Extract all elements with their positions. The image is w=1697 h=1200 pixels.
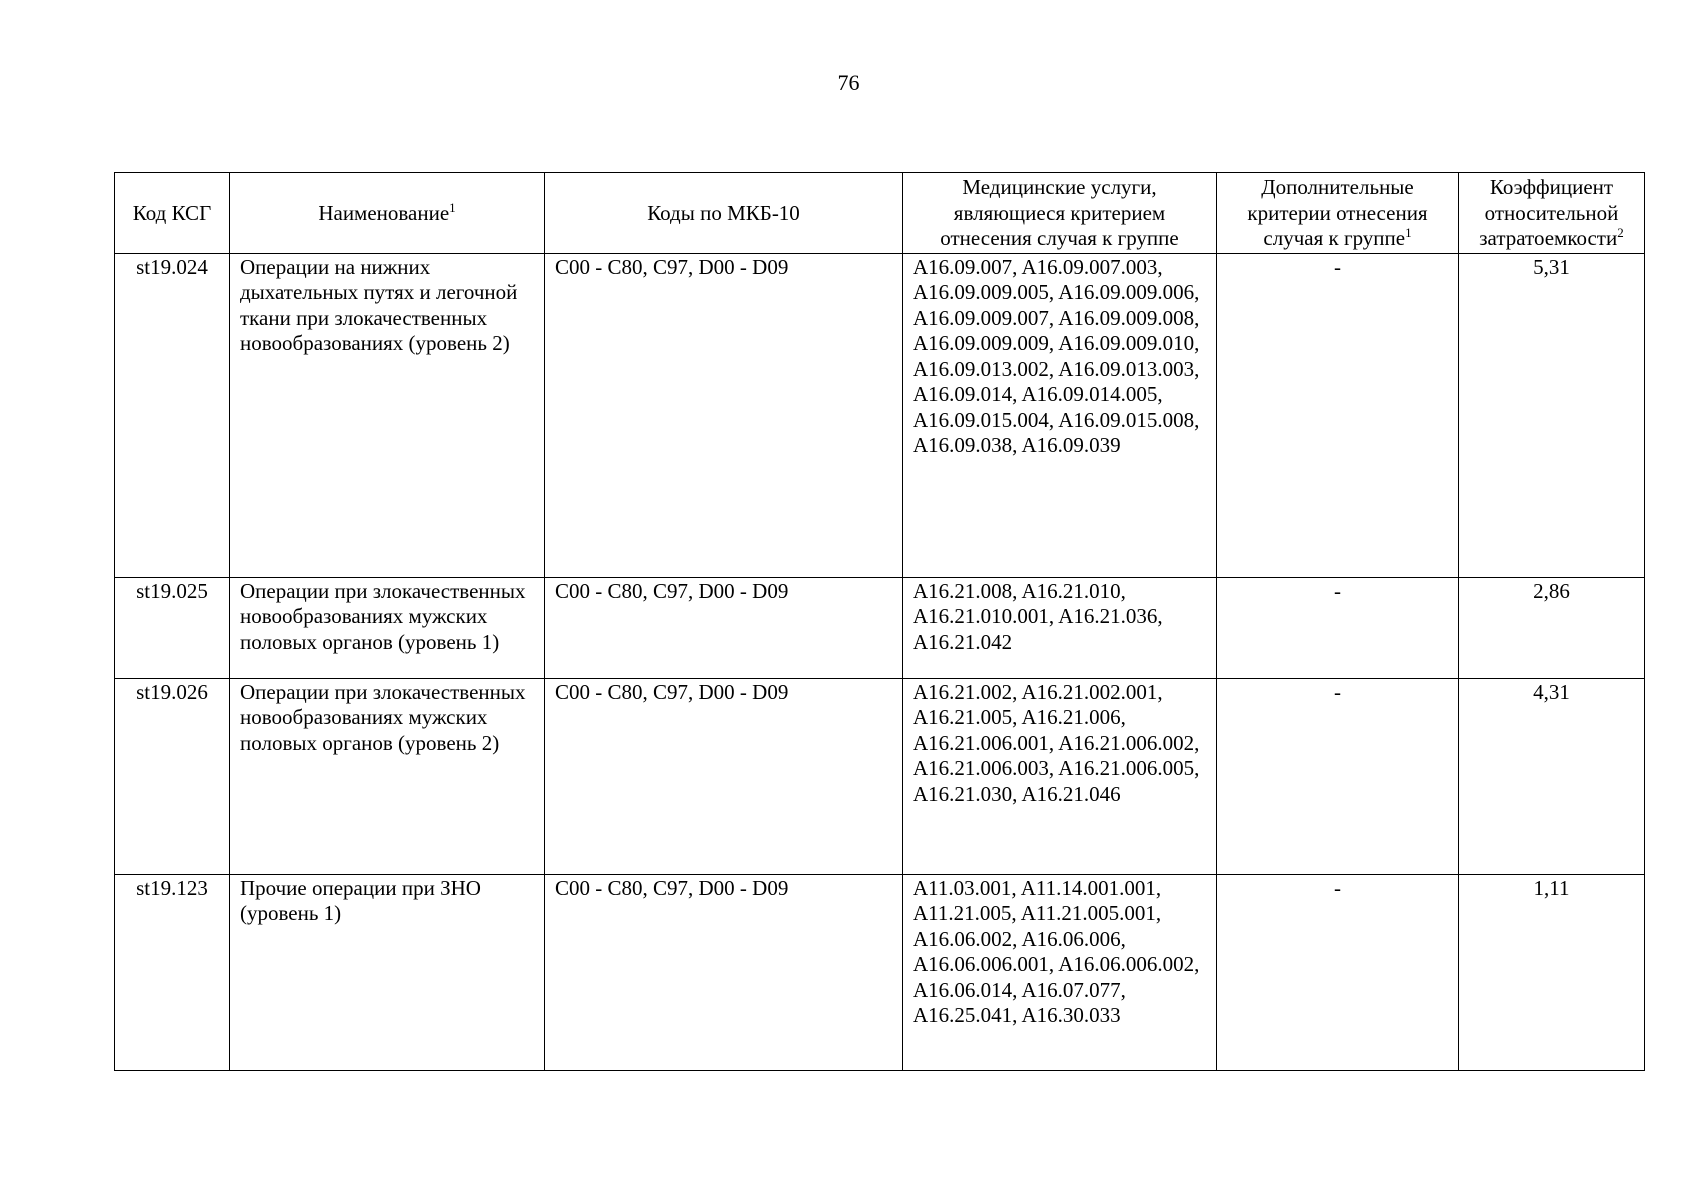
header-code: Код КСГ [115, 173, 230, 254]
header-services: Медицинские услуги, являющиеся критерием отнесения случая к группе [903, 173, 1217, 254]
header-row [115, 173, 1645, 254]
cell-icd: C00 - C80, C97, D00 - D09 [545, 678, 903, 874]
cell-name: Операции при злокачественных новообразованиях мужских половых органов (уровень 2) [230, 678, 545, 874]
cell-icd: C00 - C80, C97, D00 - D09 [545, 577, 903, 678]
cell-coef: 4,31 [1459, 678, 1645, 874]
header-icd: Коды по МКБ-10 [545, 173, 903, 254]
cell-services: A16.09.007, A16.09.007.003, A16.09.009.005, A16.09.009.006, A16.09.009.007, A16.09.009.008, A16.09.009.009, A16.09.009.010, A16.09.013.002, A16.09.013.003, A16.09.014, A16.09.014.005, A16.09.015.004, A16.09.015.008, A16.09.038, A16.09.039 [903, 253, 1217, 577]
cell-extra: - [1217, 678, 1459, 874]
cell-services: A11.03.001, A11.14.001.001, A11.21.005, A11.21.005.001, A16.06.002, A16.06.006, A16.06.006.001, A16.06.006.002, A16.06.014, A16.07.077, A16.25.041, A16.30.033 [903, 874, 1217, 1070]
cell-extra: - [1217, 253, 1459, 577]
cell-extra: - [1217, 874, 1459, 1070]
cell-extra: - [1217, 577, 1459, 678]
cell-icd: C00 - C80, C97, D00 - D09 [545, 253, 903, 577]
table-row [115, 874, 1645, 1070]
table-row [115, 678, 1645, 874]
cell-services: A16.21.008, A16.21.010, A16.21.010.001, A16.21.036, A16.21.042 [903, 577, 1217, 678]
header-name: Наименование$^1$ [230, 173, 545, 254]
footnote-mark: 1 [1405, 225, 1412, 240]
cell-code: st19.026 [115, 678, 230, 874]
footnote-mark: 1 [449, 199, 456, 215]
cell-name: Операции на нижних дыхательных путях и легочной ткани при злокачественных новообразованиях (уровень 2) [230, 253, 545, 577]
cell-coef: 5,31 [1459, 253, 1645, 577]
cell-icd: C00 - C80, C97, D00 - D09 [545, 874, 903, 1070]
ksg-table [114, 172, 1645, 1071]
cell-code: st19.123 [115, 874, 230, 1070]
cell-coef: 1,11 [1459, 874, 1645, 1070]
table-body [115, 253, 1645, 1070]
table-header [115, 173, 1645, 254]
footnote-mark: 2 [1617, 225, 1624, 240]
cell-name: Прочие операции при ЗНО (уровень 1) [230, 874, 545, 1070]
header-extra: Дополнительные критерии отнесения случая к группе$^1$ [1217, 173, 1459, 254]
header-coef: Коэффициент относительной затратоемкости$^2$ [1459, 173, 1645, 254]
page-number: 76 [837, 70, 860, 95]
cell-code: st19.024 [115, 253, 230, 577]
cell-name: Операции при злокачественных новообразованиях мужских половых органов (уровень 1) [230, 577, 545, 678]
cell-services: A16.21.002, A16.21.002.001, A16.21.005, A16.21.006, A16.21.006.001, A16.21.006.002, A16.21.006.003, A16.21.006.005, A16.21.030, A16.21.046 [903, 678, 1217, 874]
table-row [115, 253, 1645, 577]
cell-coef: 2,86 [1459, 577, 1645, 678]
cell-code: st19.025 [115, 577, 230, 678]
table-row [115, 577, 1645, 678]
